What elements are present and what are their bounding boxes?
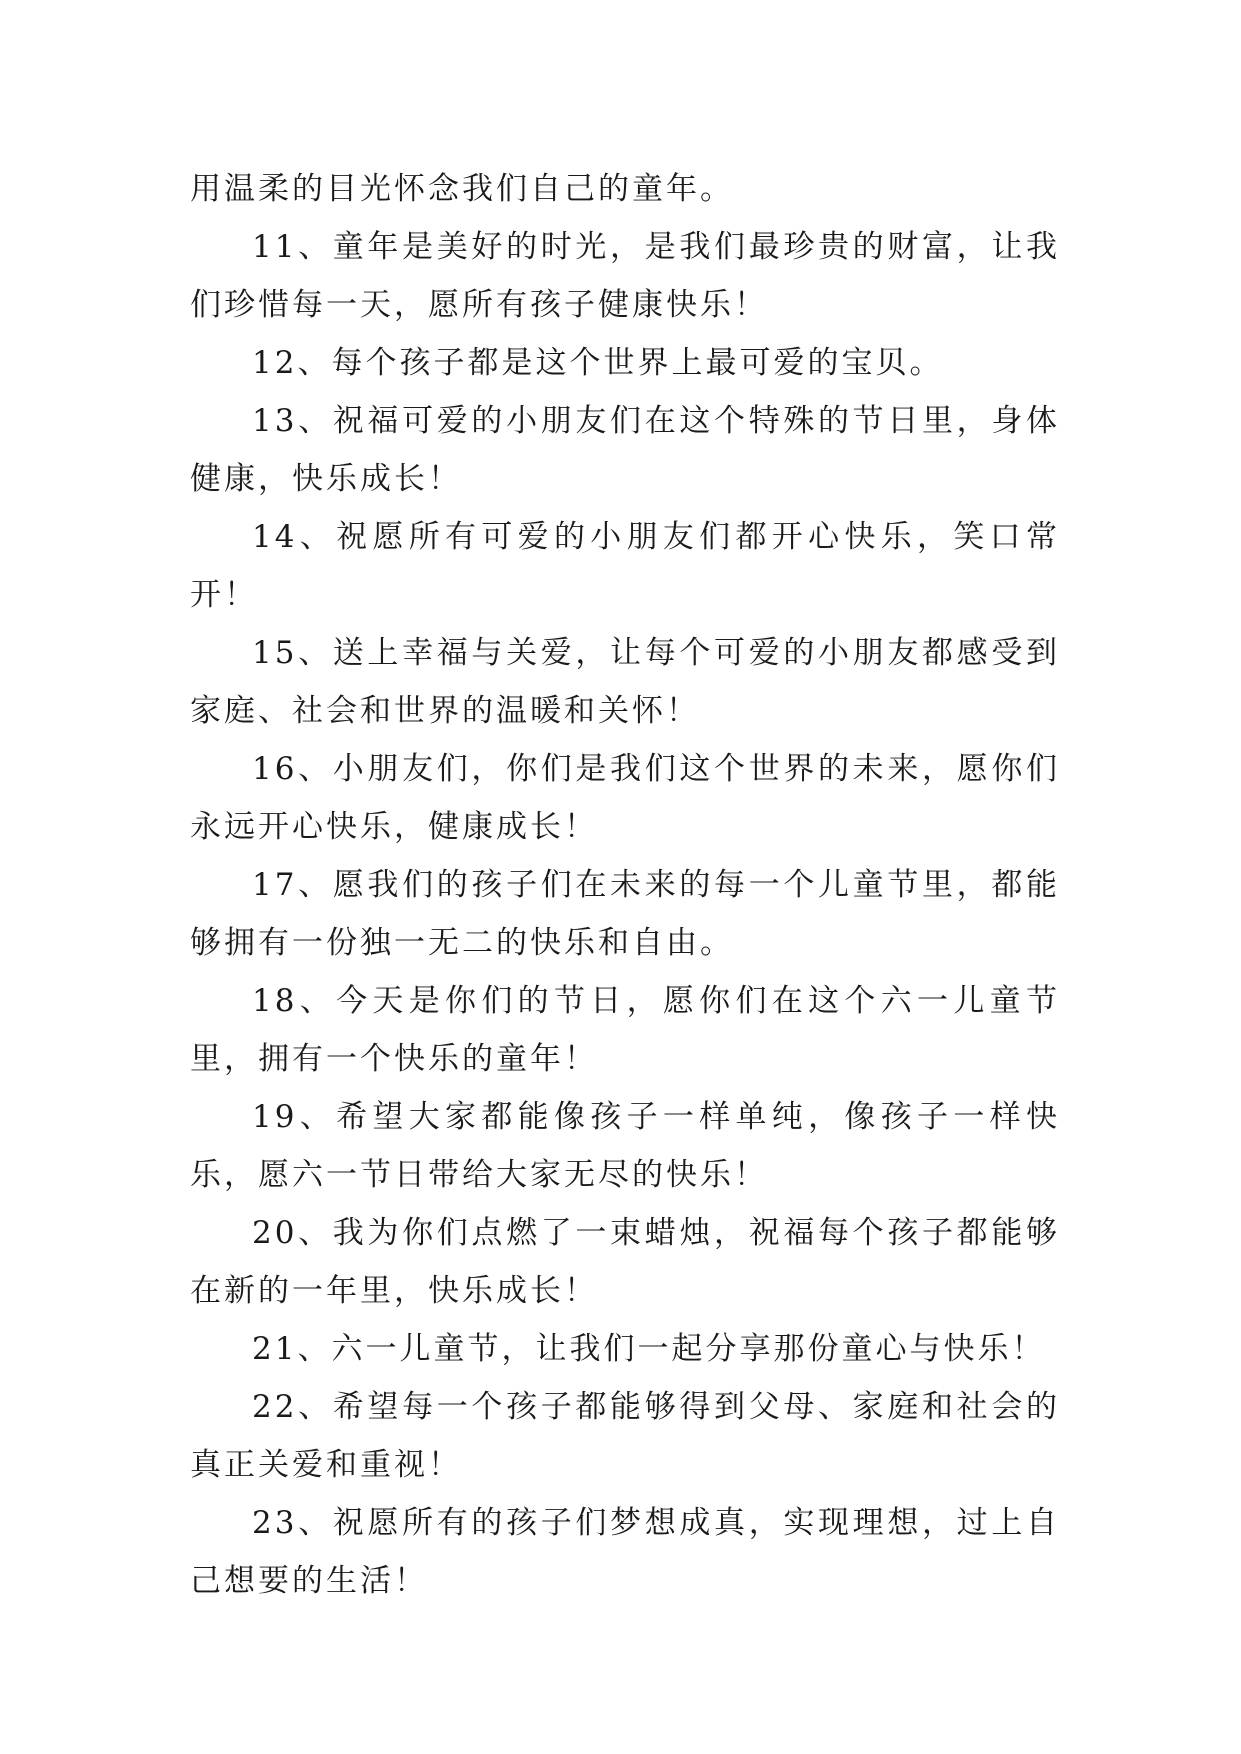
paragraph-15: 15、送上幸福与关爱，让每个可爱的小朋友都感受到家庭、社会和世界的温暖和关怀！ <box>190 635 1060 729</box>
paragraph-21: 21、六一儿童节，让我们一起分享那份童心与快乐！ <box>252 1331 1046 1367</box>
paragraph-18: 18、今天是你们的节日，愿你们在这个六一儿童节里，拥有一个快乐的童年！ <box>190 983 1060 1077</box>
paragraph-16: 16、小朋友们，你们是我们这个世界的未来，愿你们永远开心快乐，健康成长！ <box>190 751 1060 845</box>
paragraph-23: 23、祝愿所有的孩子们梦想成真，实现理想，过上自己想要的生活！ <box>190 1505 1060 1599</box>
document-body <box>190 160 1060 1610</box>
paragraph-continued: 用温柔的目光怀念我们自己的童年。 <box>190 171 734 207</box>
paragraph-22: 22、希望每一个孩子都能够得到父母、家庭和社会的真正关爱和重视！ <box>190 1389 1060 1483</box>
paragraph-19: 19、希望大家都能像孩子一样单纯，像孩子一样快乐，愿六一节日带给大家无尽的快乐！ <box>190 1099 1060 1193</box>
paragraph-17: 17、愿我们的孩子们在未来的每一个儿童节里，都能够拥有一份独一无二的快乐和自由。 <box>190 867 1060 961</box>
paragraph-20: 20、我为你们点燃了一束蜡烛，祝福每个孩子都能够在新的一年里，快乐成长！ <box>190 1215 1060 1309</box>
paragraph-14: 14、祝愿所有可爱的小朋友们都开心快乐，笑口常开！ <box>190 519 1060 613</box>
paragraph-13: 13、祝福可爱的小朋友们在这个特殊的节日里，身体健康，快乐成长！ <box>190 403 1060 497</box>
paragraph-11: 11、童年是美好的时光，是我们最珍贵的财富，让我们珍惜每一天，愿所有孩子健康快乐！ <box>190 229 1060 323</box>
paragraph-12: 12、每个孩子都是这个世界上最可爱的宝贝。 <box>252 345 944 381</box>
